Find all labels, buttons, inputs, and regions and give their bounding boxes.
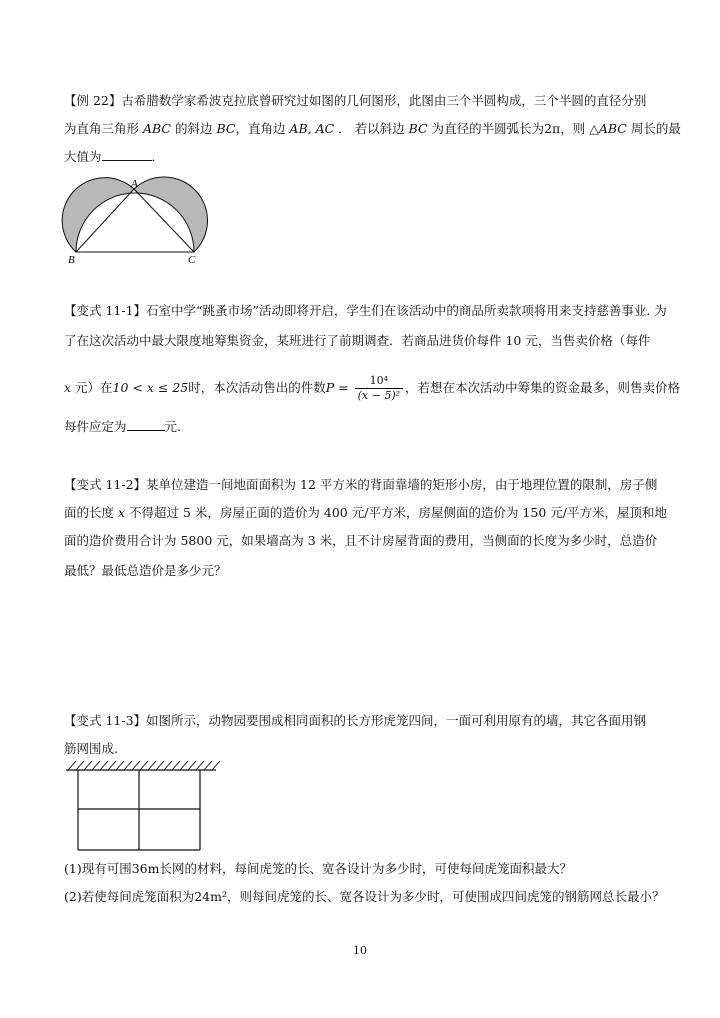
variable-x: x xyxy=(64,380,72,395)
material-length: 36m xyxy=(131,861,160,876)
v111-line-1: 【变式 11-1】石室中学“跳蚤市场”活动即将开启，学生们在该活动中的商品所卖款项将用来支持慈善事业. 为 xyxy=(64,303,667,318)
v111-line-3 xyxy=(64,374,680,403)
answer-blank xyxy=(102,148,152,161)
text: 为直径的半圆弧长为 xyxy=(427,121,545,136)
text: 的斜边 xyxy=(171,121,217,136)
text: ，直角边 xyxy=(235,121,290,136)
v113-line-1: 【变式 11-3】如图所示，动物园要围成相同面积的长方形虎笼四间，一面可利用原有的墙，其它各面用钢 xyxy=(64,713,647,728)
text: 为直角三角形 xyxy=(64,121,143,136)
v113-line-2: 筋网围成. xyxy=(64,741,118,756)
v112-line-4: 最低？最低总造价是多少元？ xyxy=(64,563,227,578)
v112-line-3: 面的造价费用合计为 5800 元，如果墙高为 3 米，且不计房屋背面的费用，当侧面的长度为多少时，总造价 xyxy=(64,533,658,548)
text: ，若想在本次活动中筹集的资金最多，则售卖价格 xyxy=(405,380,681,395)
ex22-line-1: 【例 22】古希腊数学家希波克拉底曾研究过如图的几何图形，此图由三个半圆构成，三个半圆的直径分别 xyxy=(64,93,647,108)
cage-figure xyxy=(64,758,224,854)
text: ． 若以斜边 xyxy=(334,121,409,136)
text: 面的长度 xyxy=(64,505,118,520)
fraction-numerator: 10⁴ xyxy=(355,374,403,389)
text: 元. xyxy=(164,419,181,434)
lunes-figure xyxy=(60,176,220,266)
v111-line-4 xyxy=(64,418,181,436)
fraction-denominator: (x − 5)² xyxy=(357,389,401,402)
answer-blank xyxy=(127,418,165,431)
ex22-line-2 xyxy=(64,120,681,138)
page-number: 10 xyxy=(353,944,367,957)
v112-line-2 xyxy=(64,504,667,522)
text: 每件应定为 xyxy=(64,419,127,434)
text: ，则每间虎笼的长、宽各设计为多少时，可使围成四间虎笼的钢筋网总长最小？ xyxy=(227,889,665,904)
text: 大值为 xyxy=(64,149,102,164)
text: (2)若使每间虎笼面积为 xyxy=(64,889,195,904)
text: 长网的材料，每间虎笼的长、宽各设计为多少时，可使每间虎笼面积最大？ xyxy=(159,861,572,876)
cage-area: 24m² xyxy=(194,889,227,904)
v113-question-2 xyxy=(64,888,665,906)
text: 周长的最 xyxy=(626,121,681,136)
vertex-label-b: B xyxy=(68,254,75,266)
arc-length: 2π xyxy=(544,121,561,136)
hypotenuse-name: BC xyxy=(216,121,236,136)
triangle-name: ABC xyxy=(142,121,171,136)
legs-name: AB, AC xyxy=(289,121,335,136)
ex22-line-3 xyxy=(64,148,164,166)
v112-line-1: 【变式 11-2】某单位建造一间地面面积为 12 平方米的背面靠墙的矩形小房，由于地理位置的限制，房子侧 xyxy=(64,477,658,492)
variable-x: x xyxy=(117,505,126,520)
p-label: P = xyxy=(325,380,349,395)
text: 不得超过 5 米，房屋正面的造价为 400 元/平方米，房屋侧面的造价为 150 元/平方米，屋顶和地 xyxy=(125,505,667,520)
vertex-label-c: C xyxy=(188,254,196,266)
text: 时，本次活动售出的件数 xyxy=(188,380,326,395)
v111-line-2: 了在这次活动中最大限度地筹集资金，某班进行了前期调查．若商品进货价每件 10 元，当售卖价格（每件 xyxy=(64,333,651,348)
v113-question-1 xyxy=(64,860,572,878)
text: ． xyxy=(151,149,165,164)
price-range: 10 < x ≤ 25 xyxy=(112,380,189,395)
text: 元）在 xyxy=(71,380,113,395)
vertex-label-a: A xyxy=(131,178,138,190)
text: (1)现有可围 xyxy=(64,861,132,876)
hypotenuse-name: BC xyxy=(408,121,428,136)
triangle-symbol: △ABC xyxy=(589,121,627,136)
fraction xyxy=(355,374,403,403)
text: ，则 xyxy=(560,121,590,136)
